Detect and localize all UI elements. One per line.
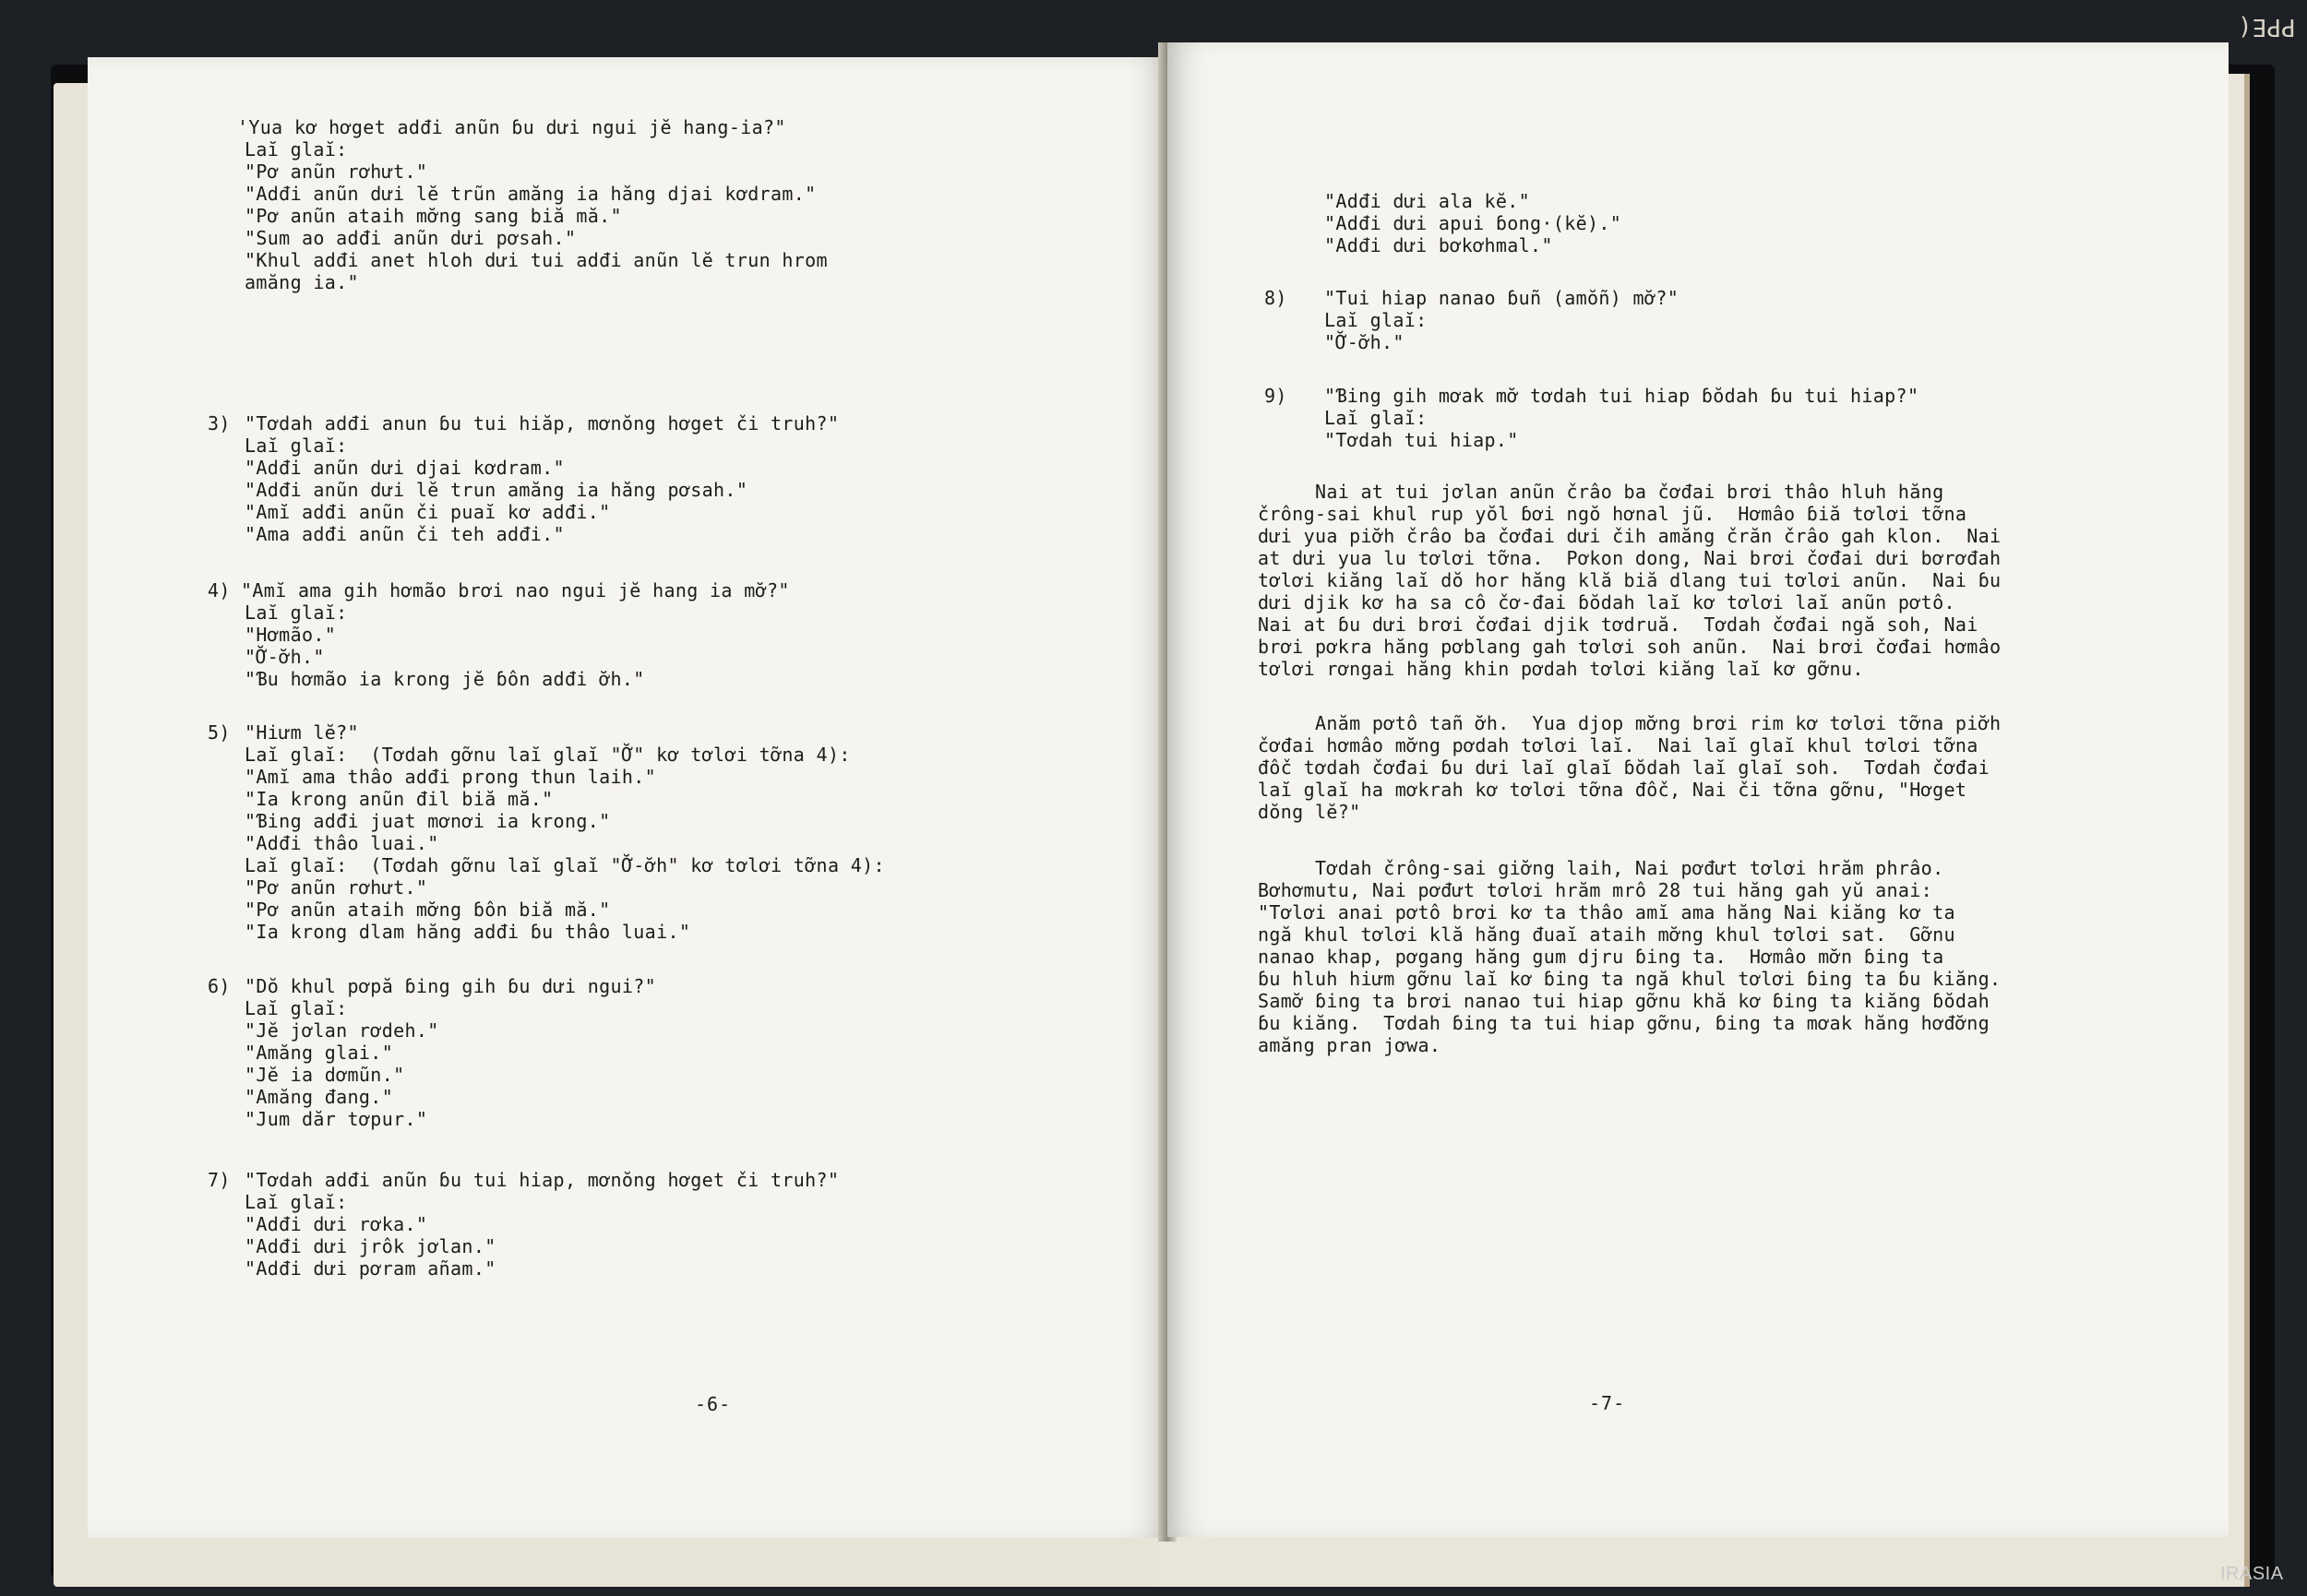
text-line: "Adđi dưi pơram añam." [245, 1257, 496, 1280]
text-line: "Adđi thâo luai." [245, 832, 439, 854]
page-number: -6- [695, 1393, 732, 1415]
text-line: "Adđi dưi ala kĕ." [1324, 190, 1531, 212]
text-line: "Amĭ ama thâo adđi prong thun laih." [245, 766, 657, 788]
text-line: "Adđi anũn dưi djai kơdram." [245, 457, 565, 479]
text-line: "Ama adđi anũn či teh adđi." [245, 523, 565, 545]
text-line: "Adđi dưi apui ɓong·(kĕ)." [1324, 212, 1622, 234]
paragraph-line: brơi pơkra hăng pơblang gah tơlơi soh anũn. Nai brơi čơđai hơmâo [1258, 636, 2002, 658]
section-number: 5) [208, 721, 231, 744]
page-number: -7- [1589, 1392, 1626, 1414]
paragraph-line: dŏng lĕ?" [1258, 801, 1361, 823]
paragraph-line: Tơdah črông-sai giơ̆ng laih, Nai pơđưt tơlơi hrăm phrâo. [1258, 857, 1944, 879]
text-line: "Ơ̆-ơ̆h." [245, 646, 325, 668]
paragraph-line: črông-sai khul rup yŏl ɓơi ngŏ hơnal jũ. Hơmâo ɓiă tơlơi tỡna [1258, 503, 1967, 525]
paragraph-line: amăng pran jơwa. [1258, 1034, 1441, 1056]
left-section-intro [88, 116, 828, 341]
right-paragraph-3 [1167, 857, 2002, 1104]
text-line: Laĭ glaĭ: [1324, 309, 1428, 331]
paragraph-line: "Tơlơi anai pơtô brơi kơ ta thâo amĭ ama hăng Nai kiăng kơ ta [1258, 901, 1955, 923]
paragraph-line: Nai at tui jơlan anũn črâo ba čơđai brơi thâo hluh hăng [1258, 481, 1944, 503]
text-line: "Hơmão." [245, 624, 337, 646]
paragraph-line: ɓu hluh hiưm gỡnu laĭ kơ ɓing ta ngă khul tơlơi ɓing ta ɓu kiăng. [1258, 968, 2002, 990]
paragraph-line: đôč tơdah čơđai ɓu dưi laĭ glaĭ ɓŏdah laĭ glaĭ soh. Tơdah čơđai [1258, 756, 1990, 779]
paragraph-line: ngă khul tơlơi klă hăng đuaĭ ataih mơ̆ng khul tơlơi sat. Gỡnu [1258, 923, 1955, 946]
paragraph-line: Anăm pơtô tañ ơ̆h. Yua djop mơ̆ng brơi rim kơ tơlơi tỡna piơ̆h [1258, 712, 2002, 734]
left-page-text [88, 57, 885, 1280]
text-line: "Adđi anũn dưi lĕ trũn amăng ia hăng djai kơdram." [245, 183, 817, 205]
paragraph-line: nanao khap, pơgang hăng gum djru ɓing ta. Hơmâo mơ̆n ɓing ta [1258, 946, 1944, 968]
paragraph-line: Samơ̆ ɓing ta brơi nanao tui hiap gỡnu khă kơ ɓing ta kiăng ɓŏdah [1258, 990, 1990, 1012]
text-line: Laĭ glaĭ: (Tơdah gỡnu laĭ glaĭ "Ơ̆" kơ tơlơi tỡna 4): [245, 744, 851, 766]
corner-mark: PPE( [2238, 13, 2296, 41]
text-line: Laĭ glaĭ: [245, 1191, 348, 1213]
text-line: "Ɓing gih mơak mơ̆ tơdah tui hiap ɓŏdah ɓu tui hiap?" [1324, 385, 1919, 407]
text-line: Laĭ glaĭ: [1324, 407, 1428, 429]
section-number: 3) [208, 412, 231, 435]
text-line: "Pơ anũn ataih mơ̆ng ɓôn biă mă." [245, 899, 611, 921]
text-line: Laĭ glaĭ: [245, 435, 348, 457]
section-number: 6) [208, 975, 231, 997]
paragraph-line: at dưi yua lu tơlơi tỡna. Pơkon dong, Nai brơi čơđai dưi bơrơđah [1258, 547, 2002, 569]
paragraph-line: čơđai hơmâo mơ̆ng pơdah tơlơi laĭ. Nai laĭ glaĭ khul tơlơi tỡna [1258, 734, 1978, 756]
right-page-text [1167, 42, 2002, 1056]
paragraph-line: laĭ glaĭ ha mơkrah kơ tơlơi tỡna đôč, Nai či tỡna gỡnu, "Hơget [1258, 779, 1967, 801]
right-page [1167, 42, 2229, 1537]
text-line: "Sum ao adđi anũn dưi pơsah." [245, 227, 577, 249]
text-line: "Jĕ ia dơmũn." [245, 1064, 405, 1086]
text-line: "Ɓu hơmão ia krong jĕ ɓôn adđi ơ̆h." [245, 668, 645, 690]
text-line: Laĭ glaĭ: (Tơdah gỡnu laĭ glaĭ "Ơ̆-ơ̆h" kơ tơlơi tỡna 4): [245, 854, 885, 876]
left-section-7 [88, 1169, 840, 1349]
text-line: 'Yua kơ hơget adđi anũn ɓu dưi ngui jĕ hang-ia?" [237, 116, 786, 138]
text-line: "Amĭ adđi anũn či puaĭ kơ adđi." [245, 501, 611, 523]
text-line: "Ia krong dlam hăng adđi ɓu thâo luai." [245, 921, 691, 943]
text-line: "Ɓing adđi juat mơnơi ia krong." [245, 810, 611, 832]
text-line: "Amăng glai." [245, 1042, 394, 1064]
text-line: "Tui hiap nanao ɓuñ (amŏñ) mơ̆?" [1324, 287, 1679, 309]
paragraph-line: tơlơi rơngai hăng khin pơdah tơlơi kiăng laĭ kơ gỡnu. [1258, 658, 1864, 680]
text-line: "Adđi anũn dưi lĕ trun amăng ia hăng pơsah." [245, 479, 748, 501]
text-line: "Amĭ ama gih hơmão brơi nao ngui jĕ hang ia mơ̆?" [241, 579, 790, 601]
section-number: 8) [1264, 287, 1287, 309]
section-number: 7) [208, 1169, 231, 1191]
text-line: "Ơ̆-ơ̆h." [1324, 331, 1405, 353]
left-page [88, 57, 1167, 1538]
text-line: "Tơdah tui hiap." [1324, 429, 1519, 451]
text-line: "Tơdah adđi anũn ɓu tui hiap, mơnŏng hơget či truh?" [245, 1169, 840, 1191]
watermark-text: IRASIA [2220, 1564, 2284, 1584]
text-line: "Pơ anũn rơhưt." [245, 876, 428, 899]
text-line: amăng ia." [245, 271, 359, 293]
text-line: "Khul adđi anet hloh dưi tui adđi anũn lĕ trun hrom [245, 249, 828, 271]
text-line: "Adđi dưi bơkơhmal." [1324, 234, 1553, 256]
paragraph-line: Bơhơmutu, Nai pơđưt tơlơi hrăm mrô 28 tui hăng gah yŭ anai: [1258, 879, 1933, 901]
paragraph-line: tơlơi kiăng laĭ dŏ hor hăng klă biă dlang tui tơlơi anũn. Nai ɓu [1258, 569, 2002, 591]
text-line: Laĭ glaĭ: [245, 601, 348, 624]
paragraph-line: Nai at ɓu dưi brơi čơđai djik tơdruă. Tơdah čơđai ngă soh, Nai [1258, 613, 1978, 636]
paragraph-line: dưi djik kơ ha sa cô čơ-đai ɓŏdah laĭ kơ tơlơi laĭ anũn pơtô. [1258, 591, 1955, 613]
text-line: "Jĕ jơlan rơdeh." [245, 1019, 439, 1042]
text-line: "Hiưm lĕ?" [245, 721, 359, 744]
section-number: 4) [208, 579, 231, 601]
text-line: Laĭ glaĭ: [245, 997, 348, 1019]
paragraph-line: dưi yua piơ̆h črâo ba čơđai dưi čih amăng črăn črâo gah klon. Nai [1258, 525, 2002, 547]
text-line: "Adđi dưi jrôk jơlan." [245, 1235, 496, 1257]
text-line: "Ia krong anũn đil biă mă." [245, 788, 554, 810]
text-line: "Pơ anũn rơhưt." [245, 161, 428, 183]
text-line: "Pơ anũn ataih mơ̆ng sang biă mă." [245, 205, 622, 227]
text-line: "Jum dăr tơpur." [245, 1108, 428, 1130]
text-line: "Amăng đang." [245, 1086, 394, 1108]
text-line: "Adđi dưi rơka." [245, 1213, 428, 1235]
text-line: Laĭ glaĭ: [245, 138, 348, 161]
text-line: "Tơdah adđi anun ɓu tui hiăp, mơnŏng hơget či truh?" [245, 412, 840, 435]
section-number: 9) [1264, 385, 1287, 407]
text-line: "Dŏ khul pơpă ɓing gih ɓu dưi ngui?" [245, 975, 657, 997]
paragraph-line: ɓu kiăng. Tơdah ɓing ta tui hiap gỡnu, ɓing ta mơak hăng hơđơ̆ng [1258, 1012, 1990, 1034]
